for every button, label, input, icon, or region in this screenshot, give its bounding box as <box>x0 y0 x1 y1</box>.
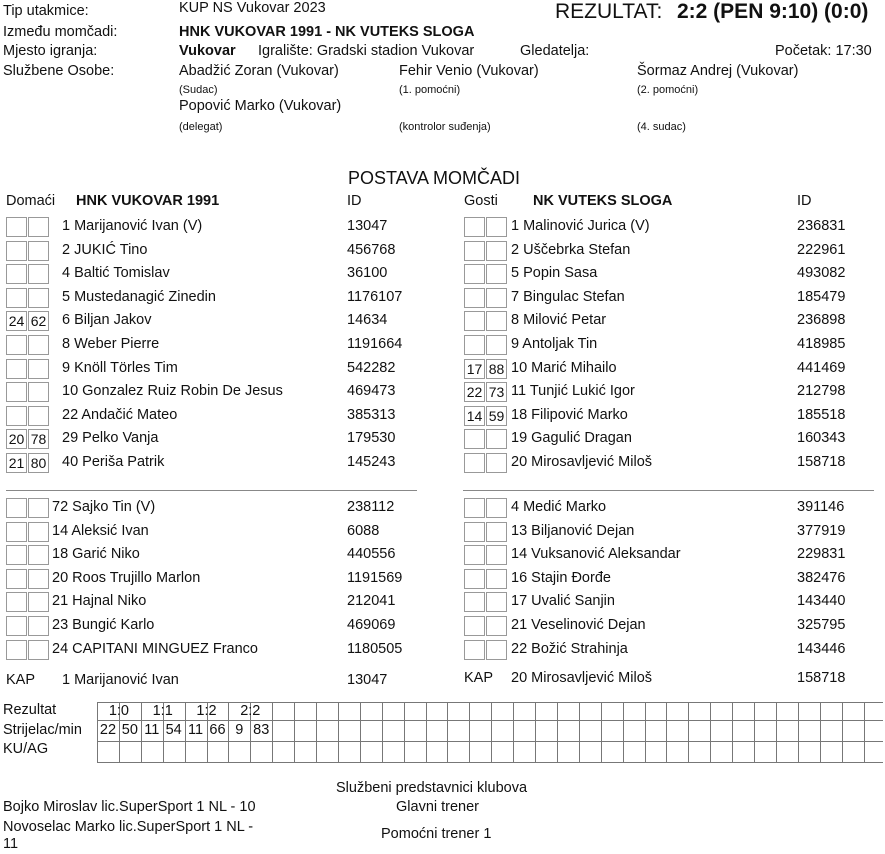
grid-scorer-cell: 83 <box>253 722 270 738</box>
away-sub-player-id: 391146 <box>797 499 845 515</box>
home-player-name: 29 Pelko Vanja <box>62 430 159 447</box>
home-player-id: 36100 <box>347 265 388 282</box>
away-player-id: 441469 <box>797 359 846 376</box>
away-player-name: 20 Mirosavljević Miloš <box>511 454 653 470</box>
away-captain-id: 158718 <box>797 670 846 686</box>
home-player-out-minute: 62 <box>28 311 49 331</box>
grid-scorer-cell: 9 <box>235 722 244 738</box>
home-player-id: 385313 <box>347 406 396 423</box>
home-player-id: 1191664 <box>347 336 403 352</box>
home-sub-player-out-minute <box>28 522 49 542</box>
away-player-id: 493082 <box>797 265 846 282</box>
home-id-header: ID <box>347 193 362 209</box>
official-referee: Abadžić Zoran (Vukovar) <box>179 63 339 79</box>
grid-vline <box>601 702 602 762</box>
home-player-in-minute: 21 <box>6 453 27 473</box>
grid-scorer-cell: 54 <box>165 722 182 738</box>
grid-scorer-cell: 66 <box>209 722 226 738</box>
result-label: REZULTAT: <box>555 0 663 23</box>
grid-vline <box>469 702 470 762</box>
home-sub-player-id: 6088 <box>347 522 380 539</box>
scorer-row-label: Strijelac/min <box>3 722 82 738</box>
home-player-in-minute <box>6 217 27 237</box>
away-sub-player-in-minute <box>464 569 485 589</box>
grid-hline <box>97 720 883 721</box>
away-sub-player-in-minute <box>464 616 485 636</box>
away-player-name: 5 Popin Sasa <box>511 265 598 282</box>
away-sub-player-in-minute <box>464 498 485 518</box>
grid-vline <box>645 702 646 762</box>
home-player-out-minute <box>28 288 49 308</box>
away-sub-player-out-minute <box>486 616 507 636</box>
home-sub-player-id: 1191569 <box>347 569 403 586</box>
away-sub-player-out-minute <box>486 640 507 660</box>
home-sub-player-in-minute <box>6 616 27 636</box>
away-player-name: 11 Tunjić Lukić Igor <box>511 383 635 400</box>
grid-scorer-cell: 11 <box>144 722 160 738</box>
away-player-name: 18 Filipović Marko <box>511 406 628 423</box>
home-sub-player-name: 24 CAPITANI MINGUEZ Franco <box>52 640 258 657</box>
away-sub-player-in-minute <box>464 592 485 612</box>
grid-vline <box>360 702 361 762</box>
grid-vline <box>666 702 667 762</box>
reps-title: Službeni predstavnici klubova <box>336 780 528 796</box>
away-player-out-minute <box>486 311 507 331</box>
away-player-in-minute: 14 <box>464 406 485 426</box>
away-sub-player-id: 143446 <box>797 640 846 657</box>
home-team-name: HNK VUKOVAR 1991 <box>76 193 220 209</box>
between-label: Između momčadi: <box>3 24 118 40</box>
away-captain-name: 20 Mirosavljević Miloš <box>511 670 653 686</box>
home-side-label: Domaći <box>6 193 56 209</box>
grid-vline <box>557 702 558 762</box>
grid-hline <box>97 762 883 763</box>
away-sub-player-name: 21 Veselinović Dejan <box>511 617 646 633</box>
away-player-name: 2 Uščebrka Stefan <box>511 241 631 258</box>
venue-city: Vukovar <box>179 43 236 59</box>
home-sub-player-name: 14 Aleksić Ivan <box>52 522 149 539</box>
away-player-id: 160343 <box>797 430 846 447</box>
home-player-name: 5 Mustedanagić Zinedin <box>62 288 216 305</box>
home-sub-player-in-minute <box>6 545 27 565</box>
away-player-in-minute <box>464 288 485 308</box>
home-player-name: 10 Gonzalez Ruiz Robin De Jesus <box>62 383 283 400</box>
home-player-id: 179530 <box>347 430 396 447</box>
grid-vline <box>798 702 799 762</box>
grid-result: 2:2 <box>240 703 261 719</box>
home-sub-player-in-minute <box>6 569 27 589</box>
grid-vline <box>820 702 821 762</box>
home-player-out-minute <box>28 359 49 379</box>
away-sub-player-out-minute <box>486 522 507 542</box>
away-player-name: 19 Gagulić Dragan <box>511 430 632 447</box>
home-player-out-minute <box>28 382 49 402</box>
home-player-name: 1 Marijanović Ivan (V) <box>62 218 203 234</box>
away-player-name: 9 Antoljak Tin <box>511 336 598 352</box>
grid-vline <box>710 702 711 762</box>
home-player-out-minute <box>28 264 49 284</box>
home-sub-player-out-minute <box>28 545 49 565</box>
home-player-in-minute <box>6 359 27 379</box>
stadium: Igralište: Gradski stadion Vukovar <box>258 43 475 59</box>
home-player-in-minute <box>6 382 27 402</box>
away-player-out-minute: 59 <box>486 406 507 426</box>
home-player-in-minute <box>6 288 27 308</box>
official-assistant-1-role: (1. pomoćni) <box>399 84 461 96</box>
away-divider <box>463 490 874 491</box>
home-sub-player-in-minute <box>6 592 27 612</box>
home-player-out-minute: 78 <box>28 429 49 449</box>
official-assistant-1: Fehir Venio (Vukovar) <box>399 63 539 79</box>
away-sub-player-id: 377919 <box>797 522 846 539</box>
grid-scorer-cell: 11 <box>188 722 204 738</box>
away-player-out-minute <box>486 288 507 308</box>
away-sub-player-name: 16 Stajin Đorđe <box>511 569 611 586</box>
away-player-in-minute <box>464 241 485 261</box>
away-player-in-minute: 22 <box>464 382 485 402</box>
grid-vline <box>316 702 317 762</box>
grid-vline <box>513 702 514 762</box>
away-player-in-minute <box>464 264 485 284</box>
official-assistant-2: Šormaz Andrej (Vukovar) <box>637 63 799 79</box>
grid-vline <box>864 702 865 762</box>
match-type-label: Tip utakmice: <box>3 3 89 19</box>
grid-vline <box>688 702 689 762</box>
away-player-name: 1 Malinović Jurica (V) <box>511 218 650 234</box>
grid-vline <box>535 702 536 762</box>
home-sub-player-name: 18 Garić Niko <box>52 546 140 563</box>
grid-scorer-cell: 22 <box>99 722 117 738</box>
assistant-coach-label: Pomoćni trener 1 <box>381 826 492 842</box>
grid-vline <box>842 702 843 762</box>
officials-label: Službene Osobe: <box>3 63 115 79</box>
home-player-name: 8 Weber Pierre <box>62 336 160 352</box>
home-sub-player-id: 1180505 <box>347 640 403 657</box>
away-sub-player-out-minute <box>486 592 507 612</box>
home-sub-player-in-minute <box>6 498 27 518</box>
away-player-id: 418985 <box>797 336 846 352</box>
grid-vline <box>579 702 580 762</box>
home-player-id: 145243 <box>347 454 396 470</box>
away-player-name: 7 Bingulac Stefan <box>511 288 625 305</box>
home-player-name: 2 JUKIĆ Tino <box>62 241 148 258</box>
home-sub-player-out-minute <box>28 569 49 589</box>
home-player-out-minute: 80 <box>28 453 49 473</box>
away-player-in-minute <box>464 217 485 237</box>
away-sub-player-id: 382476 <box>797 569 846 586</box>
official-assistant-2-role: (2. pomoćni) <box>637 84 699 96</box>
grid-hline <box>97 741 883 742</box>
away-player-out-minute <box>486 241 507 261</box>
grid-result: 1:0 <box>108 703 129 719</box>
home-player-in-minute <box>6 406 27 426</box>
official-delegate: Popović Marko (Vukovar) <box>179 98 342 114</box>
home-divider <box>6 490 417 491</box>
home-player-in-minute: 24 <box>6 311 27 331</box>
official-referee-role: (Sudac) <box>179 84 218 96</box>
home-player-id: 14634 <box>347 312 388 329</box>
home-sub-player-out-minute <box>28 498 49 518</box>
spectators-label: Gledatelja: <box>520 43 590 59</box>
venue-label: Mjesto igranja: <box>3 43 98 59</box>
home-sub-player-name: 21 Hajnal Niko <box>52 593 147 610</box>
kickoff-time: Početak: 17:30 <box>775 43 872 59</box>
official-delegate-role: (delegat) <box>179 121 223 133</box>
away-player-id: 185479 <box>797 288 846 305</box>
away-sub-player-name: 4 Medić Marko <box>511 499 607 515</box>
away-player-id: 222961 <box>797 241 846 258</box>
away-sub-player-id: 229831 <box>797 546 846 563</box>
away-player-id: 236898 <box>797 312 846 329</box>
grid-vline <box>382 702 383 762</box>
home-player-id: 456768 <box>347 241 396 258</box>
home-player-out-minute <box>28 241 49 261</box>
grid-vline <box>776 702 777 762</box>
home-captain-label: KAP <box>6 672 36 688</box>
home-sub-player-id: 440556 <box>347 546 396 563</box>
grid-scorer-cell: 50 <box>121 722 138 738</box>
home-player-name: 40 Periša Patrik <box>62 454 165 470</box>
match-type-value: KUP NS Vukovar 2023 <box>179 0 326 16</box>
away-sub-player-in-minute <box>464 640 485 660</box>
cards-row-label: KU/AG <box>3 741 49 757</box>
home-player-name: 6 Biljan Jakov <box>62 312 152 329</box>
home-captain-name: 1 Marijanović Ivan <box>62 672 179 688</box>
home-player-name: 4 Baltić Tomislav <box>62 265 170 282</box>
home-sub-player-name: 20 Roos Trujillo Marlon <box>52 569 201 586</box>
home-player-id: 469473 <box>347 383 396 400</box>
home-sub-player-id: 469069 <box>347 617 396 633</box>
away-sub-player-id: 325795 <box>797 617 846 633</box>
home-rep-2-cont: 11 <box>3 836 19 852</box>
grid-vline <box>447 702 448 762</box>
grid-vline <box>404 702 405 762</box>
away-player-out-minute <box>486 429 507 449</box>
head-coach-label: Glavni trener <box>396 799 480 815</box>
home-player-in-minute <box>6 335 27 355</box>
home-player-id: 542282 <box>347 359 396 376</box>
home-player-id: 1176107 <box>347 288 403 305</box>
official-controller-role: (kontrolor suđenja) <box>399 121 491 133</box>
home-sub-player-id: 212041 <box>347 593 396 610</box>
grid-result: 1:1 <box>152 703 173 719</box>
grid-vline <box>732 702 733 762</box>
away-sub-player-name: 14 Vuksanović Aleksandar <box>511 546 681 563</box>
home-player-name: 22 Andačić Mateo <box>62 406 178 423</box>
away-player-in-minute <box>464 453 485 473</box>
grid-vline <box>491 702 492 762</box>
away-sub-player-out-minute <box>486 498 507 518</box>
grid-vline <box>272 702 273 762</box>
home-rep-1: Bojko Miroslav lic.SuperSport 1 NL - 10 <box>3 799 256 815</box>
home-captain-id: 13047 <box>347 672 388 688</box>
home-sub-player-name: 72 Sajko Tin (V) <box>52 499 156 515</box>
away-sub-player-out-minute <box>486 569 507 589</box>
home-sub-player-in-minute <box>6 640 27 660</box>
home-sub-player-in-minute <box>6 522 27 542</box>
home-rep-2: Novoselac Marko lic.SuperSport 1 NL - <box>3 819 254 835</box>
away-player-out-minute <box>486 264 507 284</box>
away-player-in-minute <box>464 429 485 449</box>
away-player-in-minute: 17 <box>464 359 485 379</box>
away-player-name: 8 Milović Petar <box>511 312 607 329</box>
away-sub-player-name: 13 Biljanović Dejan <box>511 522 635 539</box>
away-player-id: 212798 <box>797 383 846 400</box>
home-player-out-minute <box>28 217 49 237</box>
between-value: HNK VUKOVAR 1991 - NK VUTEKS SLOGA <box>179 24 475 40</box>
home-sub-player-name: 23 Bungić Karlo <box>52 617 155 633</box>
home-player-id: 13047 <box>347 218 388 234</box>
away-sub-player-name: 17 Uvalić Sanjin <box>511 593 615 610</box>
away-player-out-minute <box>486 335 507 355</box>
grid-result: 1:2 <box>196 703 217 719</box>
away-captain-label: KAP <box>464 670 494 686</box>
home-sub-player-out-minute <box>28 592 49 612</box>
away-id-header: ID <box>797 193 812 209</box>
away-player-out-minute: 88 <box>486 359 507 379</box>
home-player-in-minute <box>6 241 27 261</box>
away-sub-player-id: 143440 <box>797 593 846 610</box>
away-player-id: 236831 <box>797 218 846 234</box>
result-value: 2:2 (PEN 9:10) (0:0) <box>677 0 869 23</box>
home-player-out-minute <box>28 335 49 355</box>
home-player-in-minute <box>6 264 27 284</box>
home-player-name: 9 Knöll Törles Tim <box>62 359 178 376</box>
away-player-in-minute <box>464 335 485 355</box>
home-sub-player-id: 238112 <box>347 499 395 515</box>
home-sub-player-out-minute <box>28 640 49 660</box>
home-player-in-minute: 20 <box>6 429 27 449</box>
away-sub-player-out-minute <box>486 545 507 565</box>
grid-vline <box>294 702 295 762</box>
away-player-id: 185518 <box>797 406 846 423</box>
result-row-label: Rezultat <box>3 702 57 718</box>
away-player-out-minute: 73 <box>486 382 507 402</box>
away-player-in-minute <box>464 311 485 331</box>
away-player-name: 10 Marić Mihailo <box>511 359 617 376</box>
grid-vline <box>623 702 624 762</box>
away-player-id: 158718 <box>797 454 846 470</box>
grid-vline <box>754 702 755 762</box>
home-player-out-minute <box>28 406 49 426</box>
away-side-label: Gosti <box>464 193 498 209</box>
official-fourth-role: (4. sudac) <box>637 121 686 133</box>
away-team-name: NK VUTEKS SLOGA <box>533 193 673 209</box>
away-player-out-minute <box>486 217 507 237</box>
home-sub-player-out-minute <box>28 616 49 636</box>
grid-vline <box>426 702 427 762</box>
away-player-out-minute <box>486 453 507 473</box>
away-sub-player-name: 22 Božić Strahinja <box>511 640 628 657</box>
grid-vline <box>338 702 339 762</box>
away-sub-player-in-minute <box>464 522 485 542</box>
lineup-title: POSTAVA MOMČADI <box>348 168 521 188</box>
away-sub-player-in-minute <box>464 545 485 565</box>
